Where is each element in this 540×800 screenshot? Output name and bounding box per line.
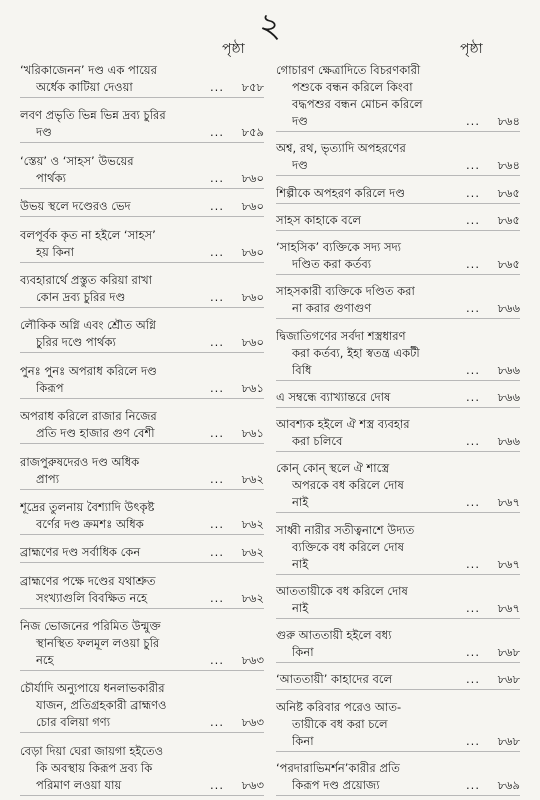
entry-line: নহে — [36, 653, 54, 668]
leader-dots: ... — [466, 362, 480, 377]
index-entry — [20, 618, 264, 671]
page-column-header-left: পৃষ্ঠা — [222, 41, 245, 57]
entry-page-number: ৮৬২ — [241, 545, 264, 560]
index-entry — [20, 573, 264, 609]
leader-dots: ... — [466, 672, 480, 687]
entry-line: সংখ্যাগুলি বিবক্ষিত নহে — [36, 590, 147, 605]
entry-page-number: ৮৬০ — [241, 244, 264, 259]
leader-dots: ... — [466, 212, 480, 227]
leader-dots: ... — [210, 426, 224, 441]
leader-dots: ... — [466, 434, 480, 449]
entry-line: ‘সাহসিক’ ব্যক্তিকে সদ্য সদ্য — [276, 240, 401, 255]
index-entry — [20, 62, 264, 98]
entry-page-number: ৮৬২ — [241, 590, 264, 605]
index-entry — [20, 544, 264, 563]
index-entry — [20, 363, 264, 399]
entry-line: নিজ ভোজনের পরিমিত উন্মুক্ত — [20, 619, 161, 634]
entry-line: যাজন, প্রতিগ্রহকারী ব্রাহ্মণও — [36, 698, 167, 713]
index-entry — [276, 389, 520, 408]
entry-page-number: ৮৬৫ — [497, 212, 520, 227]
entry-line: ‘আততায়ী’ কাহাদের বলে — [276, 672, 393, 687]
entry-line: বর্ণের দণ্ড ক্রমশঃ অধিক — [36, 516, 144, 531]
entry-page-number: ৮৬০ — [241, 335, 264, 350]
entry-page-number: ৮৬৮ — [497, 672, 520, 687]
entry-line: পুনঃ পুনঃ অপরাধ করিলে দণ্ড — [20, 363, 157, 378]
leader-dots: ... — [466, 158, 480, 173]
entry-line: দণ্ডিত করা কর্তব্য — [292, 257, 372, 272]
entry-line: দণ্ড — [292, 114, 308, 128]
index-entry — [276, 212, 520, 231]
entry-line: দ্বিজাতিগণের সর্বদা শস্ত্রধারণ — [276, 328, 406, 343]
index-entry — [20, 153, 264, 189]
entry-line: ‘স্তেয়’ ও ‘সাহস’ উভয়ের — [20, 153, 134, 168]
entry-line: অপরকে বধ করিলে দোষ — [292, 478, 404, 493]
index-entry — [276, 283, 520, 319]
entry-line: না করার গুণাগুণ — [292, 301, 372, 316]
leader-dots: ... — [466, 733, 480, 748]
entry-page-number: ৮৬৫ — [497, 185, 520, 200]
leader-dots: ... — [210, 777, 224, 792]
entry-line: রাজপুরুষদেরও দণ্ড অধিক — [20, 454, 140, 469]
entry-line: প্রতি দণ্ড হাজার গুণ বেশী — [36, 426, 155, 441]
index-entry — [20, 272, 264, 308]
entry-line: অপরাধ করিলে রাজার নিজের — [20, 409, 157, 424]
entry-line: লবণ প্রভৃতি ভিন্ন ভিন্ন দ্রব্য চুরির — [20, 108, 166, 123]
entry-page-number: ৮৬৩ — [241, 777, 264, 792]
entry-line: আততায়ীকে বধ করিলে দোষ — [276, 583, 408, 598]
entry-line: চুরির দণ্ডে পার্থক্য — [36, 335, 116, 350]
entry-line: বদ্ধপশুর বন্ধন মোচন করিলে — [292, 97, 423, 111]
entry-line: গোচারণ ক্ষেত্রাদিতে বিচরণকারী — [276, 63, 421, 77]
entry-line: পার্থক্য — [36, 170, 66, 185]
index-entry — [276, 460, 520, 513]
entry-line: দণ্ড — [292, 158, 308, 173]
entry-page-number: ৮৬৬ — [497, 362, 520, 377]
entry-line: গুরু আততায়ী হইলে বধ্য — [276, 628, 392, 643]
leader-dots: ... — [210, 653, 224, 668]
page-number: ২ — [258, 6, 282, 46]
leader-dots: ... — [210, 125, 224, 140]
leader-dots: ... — [466, 600, 480, 615]
entry-page-number: ৮৬১ — [241, 426, 264, 441]
entry-line: করা চলিবে — [292, 434, 343, 449]
index-entry — [276, 62, 520, 132]
leader-dots: ... — [466, 185, 480, 200]
entry-page-number: ৮৬৪ — [497, 114, 520, 128]
entry-line: ব্রাহ্মণের দণ্ড সর্বাধিক কেন — [20, 545, 141, 560]
leader-dots: ... — [210, 244, 224, 259]
index-entry — [20, 680, 264, 733]
leader-dots: ... — [210, 289, 224, 304]
entry-line: তায়ীকে বধ করা চলে — [292, 716, 388, 731]
entry-line: সাহসকারী ব্যক্তিকে দণ্ডিত করা — [276, 284, 415, 299]
entry-line: অনিষ্ট করিবার পরেও আত- — [276, 699, 402, 714]
entry-page-number: ৮৬৪ — [497, 158, 520, 173]
entry-line: ব্যক্তিকে বধ করিলে দোষ — [292, 539, 404, 554]
entry-line: ব্রাহ্মণের পক্ষে দণ্ডের যথাশ্রুত — [20, 573, 156, 588]
leader-dots: ... — [466, 114, 480, 128]
entry-line: স্থানস্থিত ফলমূল লওয়া চুরি — [36, 636, 160, 651]
entry-page-number: ৮৬৬ — [497, 301, 520, 316]
leader-dots: ... — [466, 777, 480, 792]
page-column-header-right: পৃষ্ঠা — [460, 41, 483, 57]
entry-line: নাই — [292, 495, 309, 510]
entry-line: শিল্পীকে অপহরণ করিলে দণ্ড — [276, 185, 405, 200]
leader-dots: ... — [466, 556, 480, 571]
index-entry — [20, 107, 264, 143]
index-entry — [20, 198, 264, 217]
index-entry — [276, 671, 520, 690]
entry-line: প্রাপ্য — [36, 471, 60, 486]
entry-page-number: ৮৬৫ — [497, 257, 520, 272]
entry-line: কিরূপ দণ্ড প্রয়োজ্য — [292, 777, 380, 792]
entry-line: দণ্ড — [36, 125, 52, 140]
entry-line: লৌকিক অগ্নি এবং শ্রৌত অগ্নি — [20, 318, 156, 333]
leader-dots: ... — [466, 389, 480, 404]
entry-line: আবশ্যক হইলে ঐ শস্ত্র ব্যবহার — [276, 417, 410, 432]
entry-line: সাহস কাহাকে বলে — [276, 212, 361, 227]
entry-page-number: ৮৬৮ — [497, 645, 520, 660]
index-entry — [276, 140, 520, 176]
index-entry — [20, 499, 264, 535]
entry-line: বিধি — [292, 362, 312, 377]
leader-dots: ... — [210, 170, 224, 185]
index-column-left — [20, 62, 264, 796]
entry-line: নাই — [292, 556, 309, 571]
entry-page-number: ৮৬৭ — [497, 495, 520, 510]
entry-line: পরিমাণ লওয়া যায় — [36, 777, 122, 792]
entry-line: অশ্ব, রথ, ভৃত্যাদি অপহরণের — [276, 141, 406, 156]
entry-line: করা কর্তব্য, ইহা স্বতন্ত্র একটী — [292, 345, 420, 360]
entry-line: পশুকে বন্ধন করিলে কিংবা — [292, 80, 413, 94]
entry-line: কোন দ্রব্য চুরির দণ্ড — [36, 289, 126, 304]
entry-line: বেড়া দিয়া ঘেরা জায়গা হইতেও — [20, 743, 164, 758]
index-entry — [276, 239, 520, 275]
leader-dots: ... — [210, 380, 224, 395]
index-entry — [276, 328, 520, 381]
entry-line: নাই — [292, 600, 309, 615]
entry-page-number: ৮৬৮ — [497, 733, 520, 748]
entry-page-number: ৮৬৭ — [497, 556, 520, 571]
index-entry — [276, 185, 520, 204]
entry-page-number: ৮৬২ — [241, 471, 264, 486]
entry-line: হয় কিনা — [36, 244, 75, 259]
entry-line: অর্ধেক কাটিয়া দেওয়া — [36, 80, 133, 94]
entry-page-number: ৮৬০ — [241, 289, 264, 304]
leader-dots: ... — [210, 516, 224, 531]
leader-dots: ... — [210, 715, 224, 730]
entry-line: কোন্ কোন্ স্থলে ঐ শাস্ত্রে — [276, 461, 390, 476]
leader-dots: ... — [210, 590, 224, 605]
entry-line: এ সম্বন্ধে ব্যাখ্যান্তরে দোষ — [276, 389, 391, 404]
index-entry — [276, 522, 520, 575]
index-entry — [20, 317, 264, 353]
entry-page-number: ৮৬৩ — [241, 715, 264, 730]
entry-page-number: ৮৬২ — [241, 516, 264, 531]
entry-page-number: ৮৬৬ — [497, 389, 520, 404]
entry-line: ‘খরিকাজেনন’ দণ্ড এক পায়ের — [20, 63, 157, 77]
index-entry — [20, 227, 264, 263]
entry-page-number: ৮৬১ — [241, 380, 264, 395]
leader-dots: ... — [466, 645, 480, 660]
entry-line: শূদ্রের তুলনায় বৈশ্যাদি উৎকৃষ্ট — [20, 499, 155, 514]
index-entry — [276, 627, 520, 663]
entry-line: ব্যবহারার্থে প্রস্তুত করিয়া রাখা — [20, 272, 153, 287]
leader-dots: ... — [466, 257, 480, 272]
index-column-right — [276, 62, 520, 796]
entry-page-number: ৮৫৯ — [241, 125, 264, 140]
leader-dots: ... — [210, 335, 224, 350]
index-entry — [276, 760, 520, 796]
leader-dots: ... — [210, 199, 224, 214]
entry-page-number: ৮৬০ — [241, 170, 264, 185]
entry-page-number: ৮৬০ — [241, 199, 264, 214]
entry-line: ‘পরদারাভিমর্শন’কারীর প্রতি — [276, 760, 400, 775]
entry-line: কিরূপ — [36, 380, 64, 395]
entry-page-number: ৮৬৭ — [497, 600, 520, 615]
leader-dots: ... — [466, 301, 480, 316]
leader-dots: ... — [210, 80, 224, 94]
entry-page-number: ৮৫৮ — [241, 80, 264, 94]
leader-dots: ... — [466, 495, 480, 510]
entry-line: চোর বলিয়া গণ্য — [36, 715, 111, 730]
index-entry — [20, 743, 264, 796]
entry-page-number: ৮৬৬ — [497, 434, 520, 449]
entry-line: কিনা — [292, 733, 314, 748]
entry-line: সাধ্বী নারীর সতীত্বনাশে উদ্যত — [276, 522, 415, 537]
entry-line: চৌর্যাদি অন্যুপায়ে ধনলাভকারীর — [20, 681, 165, 696]
index-entry — [276, 583, 520, 619]
entry-page-number: ৮৬৩ — [241, 653, 264, 668]
entry-line: কিনা — [292, 645, 314, 660]
leader-dots: ... — [210, 471, 224, 486]
leader-dots: ... — [210, 545, 224, 560]
entry-page-number: ৮৬৯ — [497, 777, 520, 792]
entry-line: কি অবস্থায় কিরূপ দ্রব্য কি — [36, 760, 153, 775]
entry-line: বলপূর্বক কৃত না হইলে ‘সাহস’ — [20, 227, 156, 242]
entry-line: উভয় স্থলে দণ্ডেরও ভেদ — [20, 199, 131, 214]
index-entry — [20, 408, 264, 444]
index-entry — [276, 416, 520, 452]
index-entry — [276, 699, 520, 752]
index-entry — [20, 454, 264, 490]
